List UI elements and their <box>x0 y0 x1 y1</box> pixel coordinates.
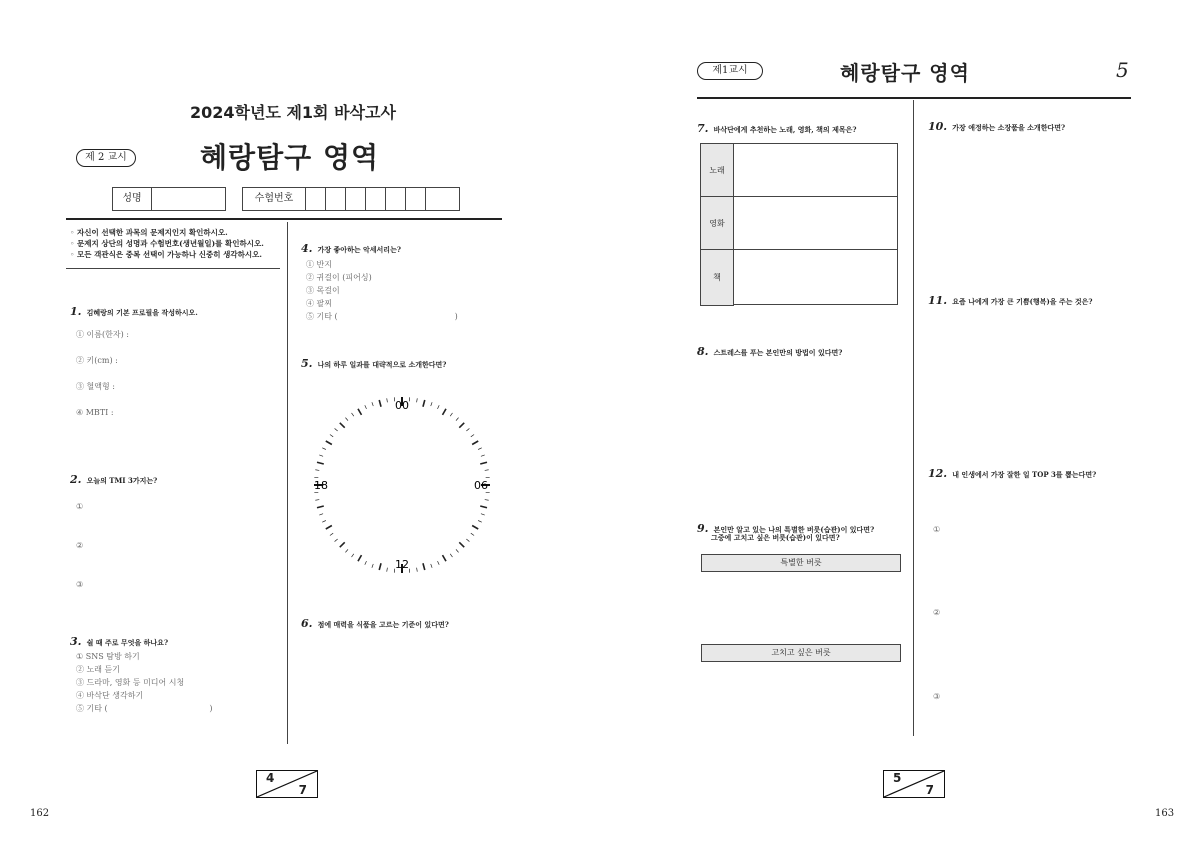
q7-answer-song[interactable] <box>734 144 896 196</box>
q7-answer-book[interactable] <box>734 250 896 303</box>
clock-tick <box>326 441 332 445</box>
q12-item: ① <box>933 525 941 534</box>
header-rule-right <box>697 97 1131 99</box>
q3-option[interactable]: ③ 드라마, 영화 등 미디어 시청 <box>76 678 185 687</box>
q7-row-label: 책 <box>700 249 734 306</box>
clock-tick <box>481 514 485 515</box>
clock-tick <box>326 526 332 530</box>
q1-item: ④ MBTI : <box>76 408 114 417</box>
clock-tick <box>443 409 447 415</box>
clock-tick <box>472 526 478 530</box>
question-5: 5. 나의 하루 일과를 대략적으로 소개한다면? <box>301 357 447 370</box>
clock-tick <box>365 561 367 565</box>
header-rule <box>66 218 502 220</box>
q4-option[interactable]: ① 반지 <box>306 260 332 269</box>
clock-tick <box>352 554 354 557</box>
q2-item: ① <box>76 502 84 511</box>
question-9-sub: 그중에 고치고 싶은 버릇(습관)이 있다면? <box>711 533 840 542</box>
question-7: 7. 바삭단에게 추천하는 노래, 영화, 책의 제목은? <box>697 122 857 135</box>
page-number: 162 <box>30 808 50 819</box>
question-6: 6. 점에 매력을 식품을 고르는 기준이 있다면? <box>301 617 449 630</box>
clock-tick <box>450 554 452 557</box>
clock-tick <box>456 418 459 421</box>
question-2: 2. 오늘의 TMI 3가지는? <box>70 473 158 486</box>
clock-tick <box>358 555 362 561</box>
q12-item: ③ <box>933 692 941 701</box>
clock-tick <box>450 413 452 416</box>
clock-tick <box>423 563 425 570</box>
subject-title: 혜랑탐구 영역 <box>200 141 380 174</box>
q2-item: ② <box>76 541 84 550</box>
clock-tick <box>352 413 354 416</box>
clock-tick <box>480 462 487 464</box>
clock-tick <box>459 542 464 547</box>
q3-option[interactable]: ② 노래 듣기 <box>76 665 120 674</box>
clock-tick <box>365 405 367 409</box>
clock-tick <box>319 455 323 456</box>
question-9: 9. 본인만 알고 있는 나의 특별한 버릇(습관)이 있다면? <box>697 522 875 535</box>
question-10: 10. 가장 애정하는 소장품을 소개한다면? <box>928 120 1066 133</box>
question-1: 1. 김혜랑의 기본 프로필을 작성하시오. <box>70 305 198 318</box>
clock-tick <box>340 423 345 428</box>
clock-tick <box>466 428 469 431</box>
clock-tick <box>317 506 324 508</box>
clock-tick <box>471 533 474 535</box>
clock-tick <box>387 568 388 572</box>
column-divider <box>287 222 288 744</box>
q4-option[interactable]: ④ 팔찌 <box>306 299 332 308</box>
clock-label-left: 18 <box>314 479 328 492</box>
clock-ticks <box>314 397 490 573</box>
clock-tick <box>417 568 418 572</box>
clock-tick <box>481 455 485 456</box>
q7-row-label: 노래 <box>700 143 734 198</box>
q3-options <box>76 650 213 715</box>
clock-tick <box>431 402 432 406</box>
question-8: 8. 스트레스를 푸는 본인만의 방법이 있다면? <box>697 345 843 358</box>
clock-tick <box>466 539 469 542</box>
clock-tick <box>443 555 447 561</box>
clock-tick <box>317 462 324 464</box>
clock-tick <box>330 435 333 437</box>
clock-tick <box>478 448 482 450</box>
period-badge: 제 2 교시 <box>76 149 136 167</box>
clock-tick <box>372 402 373 406</box>
clock-tick <box>437 561 439 565</box>
name-label: 성명 <box>113 188 152 210</box>
clock-tick <box>459 423 464 428</box>
clock-tick <box>319 514 323 515</box>
clock-tick <box>485 470 489 471</box>
page-indicator-right: 5 7 <box>883 770 945 798</box>
clock-tick <box>372 564 373 568</box>
clock-tick <box>379 400 381 407</box>
subject-title-right: 혜랑탐구 영역 <box>840 61 970 85</box>
q1-item: ③ 혈액형 : <box>76 382 115 391</box>
clock-tick <box>345 418 348 421</box>
clock-label-top: 00 <box>395 399 409 412</box>
question-12: 12. 내 인생에서 가장 잘한 일 TOP 3를 뽑는다면? <box>928 467 1097 480</box>
q3-option[interactable]: ④ 바삭단 생각하기 <box>76 691 144 700</box>
special-habit-box: 특별한 버릇 <box>701 554 901 572</box>
clock-tick <box>315 500 319 501</box>
q1-item: ② 키(cm) : <box>76 356 118 365</box>
clock-label-bottom: 12 <box>395 558 409 571</box>
notice-list <box>70 227 264 260</box>
q4-option[interactable]: ② 귀걸이 (피어싱) <box>306 273 372 282</box>
exam-title: 2024학년도 제1회 바삭고사 <box>190 103 396 122</box>
clock-label-right: 06 <box>474 479 488 492</box>
clock-tick <box>485 500 489 501</box>
name-field[interactable] <box>112 187 226 211</box>
clock-tick <box>379 563 381 570</box>
clock-tick <box>478 520 482 522</box>
exam-number-label: 수험번호 <box>254 193 294 204</box>
q2-item: ③ <box>76 580 84 589</box>
question-11: 11. 요즘 나에게 가장 큰 기쁨(행복)을 주는 것은? <box>928 294 1093 307</box>
q12-item: ② <box>933 608 941 617</box>
clock-tick <box>358 409 362 415</box>
page-number-right: 163 <box>1155 808 1175 819</box>
notice-rule <box>66 268 280 269</box>
clock-tick <box>417 398 418 402</box>
header-page-number: 5 <box>1116 58 1129 82</box>
clock-tick <box>335 539 338 542</box>
clock-tick <box>423 400 425 407</box>
q7-answer-movie[interactable] <box>734 197 896 249</box>
question-3: 3. 쉴 때 주로 무엇을 하나요? <box>70 635 169 648</box>
question-4: 4. 가장 좋아하는 악세서리는? <box>301 242 401 255</box>
clock-tick <box>437 405 439 409</box>
period-badge-right: 제1교시 <box>697 62 763 80</box>
clock-tick <box>472 441 478 445</box>
clock-tick <box>315 470 319 471</box>
q4-options <box>306 258 458 323</box>
clock-tick <box>340 542 345 547</box>
clock-tick <box>345 549 348 552</box>
column-divider-right <box>913 100 914 736</box>
clock-tick <box>431 564 432 568</box>
clock-tick <box>480 506 487 508</box>
exam-number-field[interactable] <box>242 187 460 211</box>
q7-table <box>700 143 898 305</box>
page-indicator: 4 7 <box>256 770 318 798</box>
clock-tick <box>335 428 338 431</box>
clock-tick <box>330 533 333 535</box>
clock-tick <box>471 435 474 437</box>
clock-tick <box>456 549 459 552</box>
notice-item: ◦ 모든 객관식은 중복 선택이 가능하나 신중히 생각하시오. <box>70 250 262 259</box>
clock-tick <box>387 398 388 402</box>
clock-diagram <box>302 390 502 580</box>
clock-tick <box>322 448 326 450</box>
q4-option[interactable]: ③ 목걸이 <box>306 286 340 295</box>
q3-option[interactable]: ① SNS 탐방 하기 <box>76 652 140 661</box>
notice-item: ◦ 자신이 선택한 과목의 문제지인지 확인하시오. <box>70 228 228 237</box>
clock-tick <box>322 520 326 522</box>
q4-option[interactable]: ⑤ 기타 ( ) <box>306 312 458 321</box>
q7-row-label: 영화 <box>700 196 734 251</box>
notice-item: ◦ 문제지 상단의 성명과 수험번호(생년월일)를 확인하시오. <box>70 239 264 248</box>
habit-to-fix-box: 고치고 싶은 버릇 <box>701 644 901 662</box>
q1-item: ① 이름(한자) : <box>76 330 129 339</box>
q3-option[interactable]: ⑤ 기타 ( ) <box>76 704 213 713</box>
